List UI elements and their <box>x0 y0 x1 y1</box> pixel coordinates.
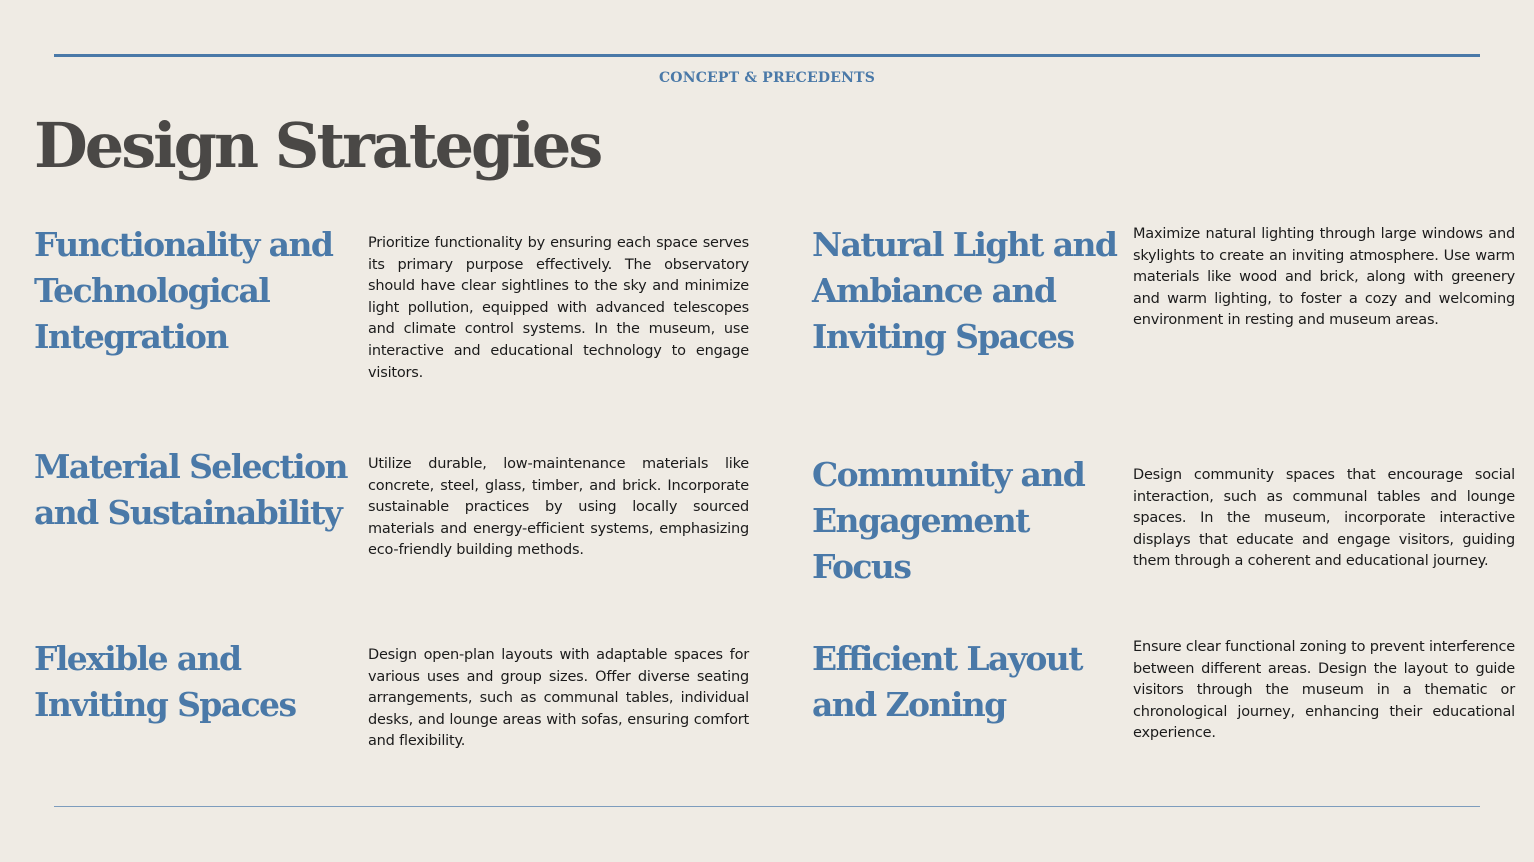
body-community: Design community spaces that encourage social interaction, such as communal tables and lounge spaces. In the museum, incorporate interactive displays that educate and engage visitors, guiding them through a coherent and educational journey. <box>1133 467 1515 570</box>
heading-line: Integration <box>34 317 228 356</box>
bottom-divider <box>54 806 1480 807</box>
body-flexible: Design open-plan layouts with adaptable spaces for various uses and group sizes. Offer diverse seating arrangements, such as communal tables, individual desks, and lounge areas with sofas, ensuring comfort and flexibility. <box>368 647 749 750</box>
heading-line: Technological <box>34 271 270 310</box>
body-natural-light: Maximize natural lighting through large windows and skylights to create an inviting atmosphere. Use warm materials like wood and brick, along with greenery and warm lighting, to foster a cozy and welcoming environment in resting and museum areas. <box>1133 226 1515 329</box>
heading-line: Natural Light and <box>812 225 1117 264</box>
body-layout: Ensure clear functional zoning to prevent interference between different areas. Design the layout to guide visitors through the museum in a thematic or chronological journey, enhancing their educational experience. <box>1133 639 1515 742</box>
heading-line: Flexible and <box>34 639 241 678</box>
heading-materials <box>34 444 347 536</box>
heading-line: Inviting Spaces <box>812 317 1074 356</box>
heading-line: Focus <box>812 547 911 586</box>
heading-line: Material Selection <box>34 447 347 486</box>
heading-layout <box>812 636 1082 728</box>
heading-flexible <box>34 636 295 728</box>
heading-line: and Sustainability <box>34 493 342 532</box>
heading-line: Inviting Spaces <box>34 685 296 724</box>
heading-line: and Zoning <box>812 685 1006 724</box>
section-kicker: CONCEPT & PRECEDENTS <box>658 70 876 86</box>
heading-line: Efficient Layout <box>812 639 1082 678</box>
heading-line: Ambiance and <box>812 271 1056 310</box>
heading-line: Engagement <box>812 501 1029 540</box>
page-title: Design Strategies <box>34 109 601 182</box>
top-divider <box>54 54 1480 57</box>
heading-natural-light <box>812 222 1116 360</box>
heading-community <box>812 452 1084 590</box>
body-materials: Utilize durable, low-maintenance materials like concrete, steel, glass, timber, and brick. Incorporate sustainable practices by using locally sourced materials and energy-efficient systems, emphasizing eco-friendly building methods. <box>368 456 749 559</box>
heading-line: Community and <box>812 455 1085 494</box>
heading-line: Functionality and <box>34 225 333 264</box>
heading-functionality <box>34 222 332 360</box>
body-functionality: Prioritize functionality by ensuring each space serves its primary purpose effectively. The observatory should have clear sightlines to the sky and minimize light pollution, equipped with advanced telescopes and climate control systems. In the museum, use interactive and educational technology to engage visitors. <box>368 235 749 381</box>
